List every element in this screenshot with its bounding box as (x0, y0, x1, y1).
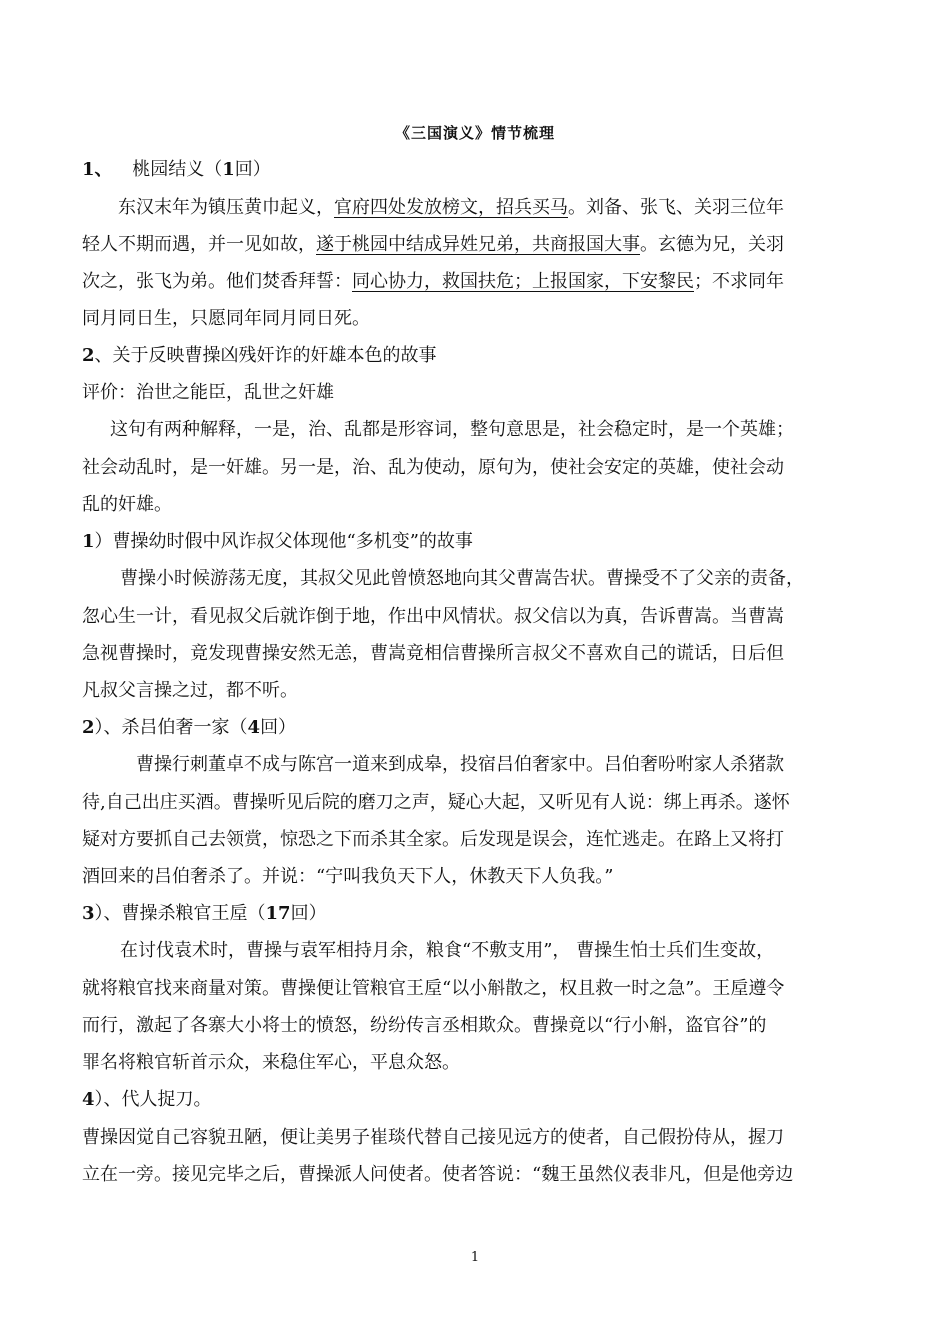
section-heading-1 (82, 158, 872, 182)
story-heading-text: ）、曹操杀粮官王垕（ (94, 903, 266, 924)
paragraph-line: 曹操小时候游荡无度，其叔父见此曾愤怒地向其父曹嵩告状。曹操受不了父亲的责备， (120, 568, 804, 589)
text-run: 。玄德为兄，关羽 (640, 234, 784, 255)
section-heading-2 (82, 344, 872, 368)
chapter-number: 4 (247, 717, 261, 738)
chapter-number: 1 (222, 159, 235, 180)
text-run: 。刘备、张飞、关羽三位年 (568, 197, 784, 218)
paragraph-line: 乱的奸雄。 (82, 494, 172, 515)
paragraph-line: 曹操行刺董卓不成与陈宫一道来到成皋，投宿吕伯奢家中。吕伯奢吩咐家人杀猪款 (136, 754, 784, 775)
text-run: ；不求同年 (694, 271, 784, 292)
page-number: 1 (470, 1250, 480, 1265)
story-heading-3 (82, 902, 872, 926)
paragraph-line: 忽心生一计，看见叔父后就诈倒于地，作出中风情状。叔父信以为真，告诉曹嵩。当曹嵩 (82, 606, 784, 627)
story-heading-text: ）曹操幼时假中风诈叔父体现他“多机变”的故事 (94, 531, 473, 552)
text-run: 次之，张飞为弟。他们焚香拜誓： (82, 271, 352, 292)
text-run: 轻人不期而遇，并一见如故， (82, 234, 316, 255)
underlined-text: 官府四处发放榜文，招兵买马 (334, 197, 568, 218)
paragraph-line: 而行，激起了各寨大小将士的愤怒，纷纷传言丞相欺众。曹操竟以“行小斛，盗官谷”的 (82, 1015, 767, 1036)
paragraph-line (82, 270, 872, 294)
story-heading-end: 回） (290, 903, 327, 924)
text-run: 东汉末年为镇压黄巾起义， (118, 197, 334, 218)
paragraph-line (82, 196, 872, 220)
story-number: 2 (82, 717, 95, 738)
paragraph-line: 待,自己出庄买酒。曹操听见后院的磨刀之声，疑心大起，又听见有人说：绑上再杀。遂怀 (82, 792, 790, 813)
story-heading-text: ）、杀吕伯奢一家（ (94, 717, 248, 738)
paragraph-line: 曹操因觉自己容貌丑陋，便让美男子崔琰代替自己接见远方的使者，自己假扮侍从，握刀 (82, 1127, 784, 1148)
paragraph-line (82, 233, 872, 257)
paragraph-line: 酒回来的吕伯奢杀了。并说：“宁叫我负天下人，休教天下人负我。” (82, 866, 614, 887)
paragraph-line: 社会动乱时，是一奸雄。另一是，治、乱为使动，原句为，使社会安定的英雄，使社会动 (82, 457, 784, 478)
section-number: 2 (82, 345, 95, 366)
story-heading-4 (82, 1088, 872, 1112)
section-heading-text: 桃园结义（ (132, 159, 223, 180)
section-heading-end: 回） (234, 159, 271, 180)
paragraph-line: 罪名将粮官斩首示众，来稳住军心，平息众怒。 (82, 1052, 460, 1073)
paragraph-line: 这句有两种解释，一是，治、乱都是形容词，整句意思是，社会稳定时，是一个英雄； (110, 419, 794, 440)
chapter-number: 17 (265, 903, 291, 924)
paragraph-line: 疑对方要抓自己去领赏，惊恐之下而杀其全家。后发现是误会，连忙逃走。在路上又将打 (82, 829, 784, 850)
paragraph-line: 就将粮官找来商量对策。曹操便让管粮官王垕“以小斛散之，权且救一时之急”。王垕遵令 (82, 978, 785, 999)
story-number: 3 (82, 903, 95, 924)
evaluation-line: 评价：治世之能臣，乱世之奸雄 (82, 382, 334, 403)
story-number: 1 (82, 531, 95, 552)
story-heading-text: ）、代人捉刀。 (94, 1089, 212, 1110)
paragraph-line: 同月同日生，只愿同年同月同日死。 (82, 308, 370, 329)
underlined-text: 同心协力，救国扶危；上报国家，下安黎民 (352, 271, 694, 292)
paragraph-line: 急视曹操时，竟发现曹操安然无恙，曹嵩竟相信曹操所言叔父不喜欢自己的谎话，日后但 (82, 643, 784, 664)
paragraph-line: 在讨伐袁术时，曹操与袁军相持月余，粮食“不敷支用”， 曹操生怕士兵们生变故， (120, 940, 775, 961)
section-number: 1、 (82, 159, 113, 180)
document-title: 《三国演义》情节梳理 (394, 124, 555, 142)
story-heading-2 (82, 716, 872, 740)
story-heading-1 (82, 530, 872, 554)
underlined-text: 遂于桃园中结成异姓兄弟，共商报国大事 (316, 234, 640, 255)
paragraph-line: 凡叔父言操之过，都不听。 (82, 680, 298, 701)
paragraph-line: 立在一旁。接见完毕之后，曹操派人问使者。使者答说：“魏王虽然仪表非凡，但是他旁边 (82, 1164, 794, 1185)
section-heading-text: 、关于反映曹操凶残奸诈的奸雄本色的故事 (94, 345, 437, 366)
story-heading-end: 回） (260, 717, 297, 738)
story-number: 4 (82, 1089, 95, 1110)
